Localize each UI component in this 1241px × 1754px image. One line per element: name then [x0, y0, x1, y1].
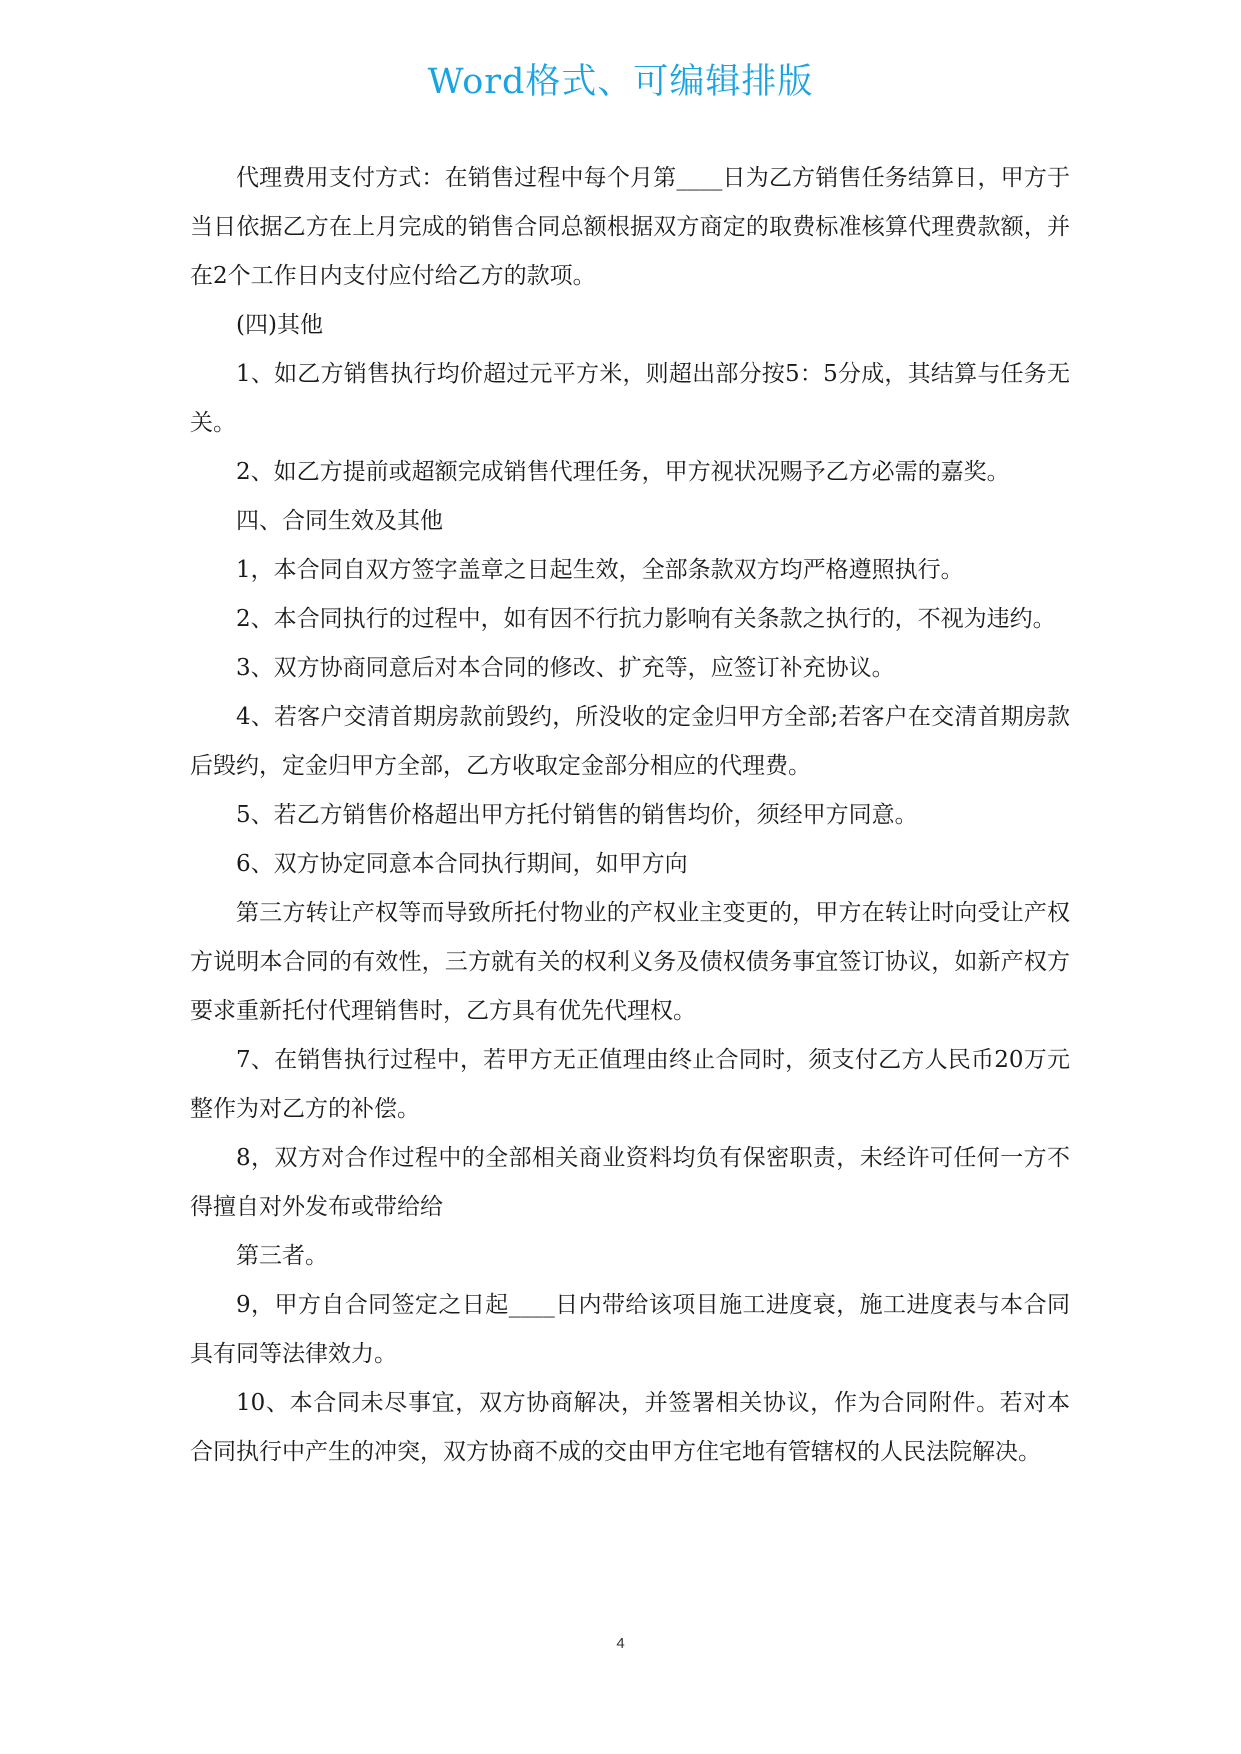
paragraph-other-2: 2、如乙方提前或超额完成销售代理任务，甲方视状况赐予乙方必需的嘉奖。	[236, 459, 1010, 485]
document-body	[190, 154, 1070, 1477]
paragraph-clause-8-continued: 第三者。	[236, 1243, 328, 1269]
section-heading-contract-effect: 四、合同生效及其他	[236, 508, 443, 534]
paragraph-clause-4: 4、若客户交清首期房款前毁约，所没收的定金归甲方全部;若客户在交清首期房款后毁约，定金归甲方全部，乙方收取定金部分相应的代理费。	[190, 704, 1070, 779]
paragraph-clause-3: 3、双方协商同意后对本合同的修改、扩充等，应签订补充协议。	[236, 655, 895, 681]
paragraph-payment-method: 代理费用支付方式：在销售过程中每个月第____日为乙方销售任务结算日，甲方于当日依据乙方在上月完成的销售合同总额根据双方商定的取费标准核算代理费款额，并在2个工作日内支付应付给乙方的款项。	[190, 165, 1070, 289]
paragraph-clause-5: 5、若乙方销售价格超出甲方托付销售的销售均价，须经甲方同意。	[236, 802, 918, 828]
page-header-title: Word格式、可编辑排版	[427, 62, 814, 102]
paragraph-clause-7: 7、在销售执行过程中，若甲方无正值理由终止合同时，须支付乙方人民币20万元整作为对乙方的补偿。	[190, 1047, 1070, 1122]
paragraph-clause-8: 8，双方对合作过程中的全部相关商业资料均负有保密职责，未经许可任何一方不得擅自对外发布或带给给	[190, 1145, 1070, 1220]
paragraph-clause-2: 2、本合同执行的过程中，如有因不行抗力影响有关条款之执行的，不视为违约。	[236, 606, 1056, 632]
paragraph-clause-6: 6、双方协定同意本合同执行期间，如甲方向	[236, 851, 688, 877]
paragraph-clause-6-continued: 第三方转让产权等而导致所托付物业的产权业主变更的，甲方在转让时向受让产权方说明本合同的有效性，三方就有关的权利义务及债权债务事宜签订协议，如新产权方要求重新托付代理销售时，乙方具有优先代理权。	[190, 900, 1070, 1024]
page-number: 4	[616, 1635, 625, 1652]
section-heading-other: (四)其他	[236, 312, 323, 338]
paragraph-clause-10: 10、本合同未尽事宜，双方协商解决，并签署相关协议，作为合同附件。若对本合同执行中产生的冲突，双方协商不成的交由甲方住宅地有管辖权的人民法院解决。	[190, 1390, 1070, 1465]
paragraph-clause-9: 9，甲方自合同签定之日起____日内带给该项目施工进度衰，施工进度表与本合同具有同等法律效力。	[190, 1292, 1070, 1367]
paragraph-clause-1: 1，本合同自双方签字盖章之日起生效，全部条款双方均严格遵照执行。	[236, 557, 964, 583]
paragraph-other-1: 1、如乙方销售执行均价超过元平方米，则超出部分按5：5分成，其结算与任务无关。	[190, 361, 1070, 436]
